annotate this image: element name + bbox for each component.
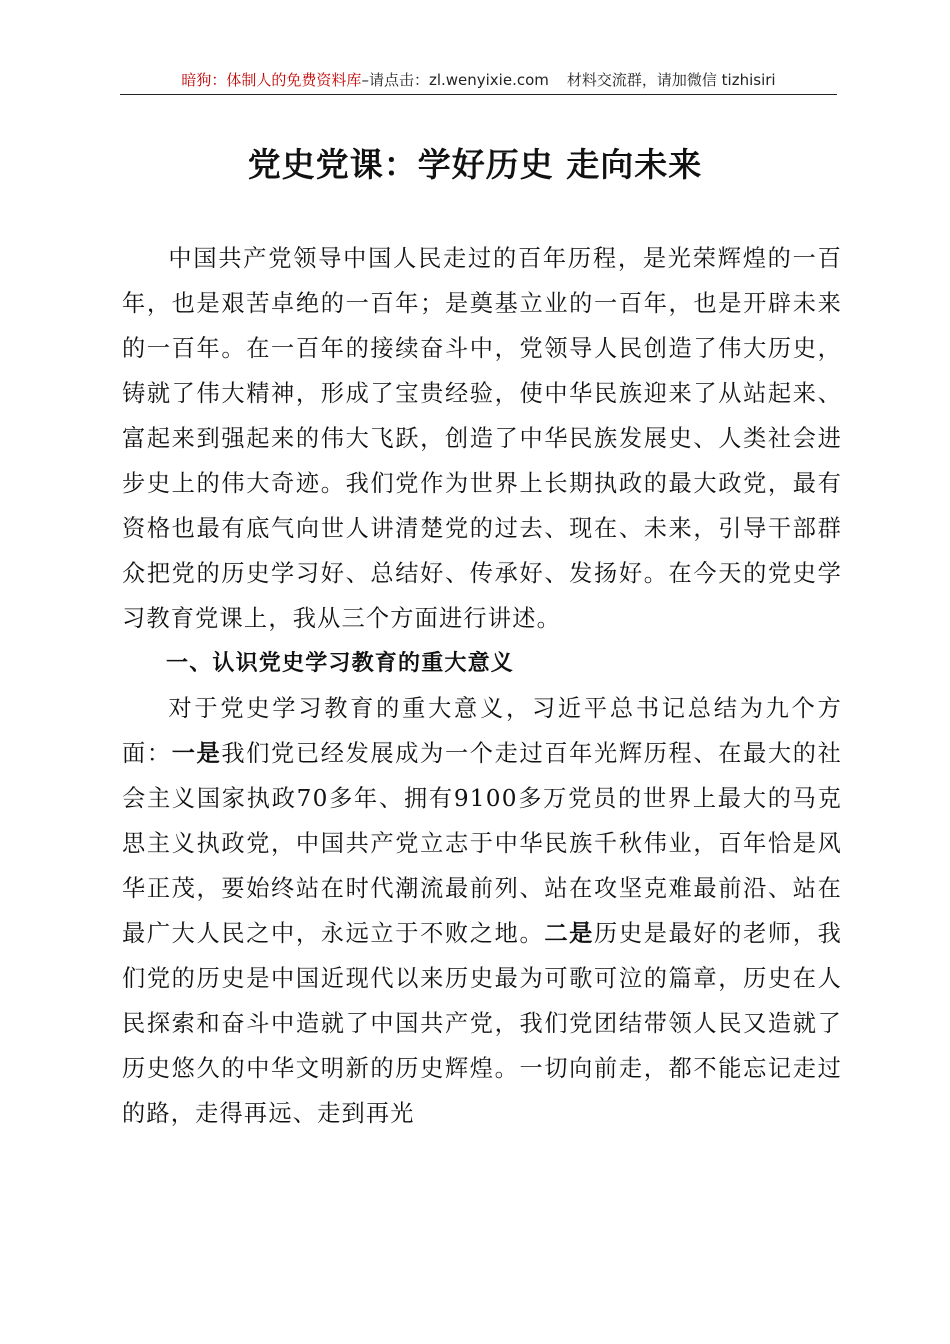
- section1-heading: 一、认识党史学习教育的重大意义: [166, 651, 515, 676]
- point2-label: 二是: [544, 920, 595, 947]
- point2-text: 历史是最好的老师，我们党的历史是中国近现代以来历史最为可歌可泣的篇章，历史在人民探索和奋斗中造就了中国共产党，我们党团结带领人民又造就了历史悠久的中华文明新的历史辉煌。一切向前走，都不能忘记走过的路，走得再远、走到再光: [122, 920, 842, 1127]
- header-click-prompt: –请点击：: [361, 71, 429, 89]
- document-title: 党史党课：学好历史 走向未来: [247, 145, 703, 184]
- header-group-note: 材料交流群，请加微信 tizhisiri: [566, 71, 776, 89]
- intro-paragraph: 中国共产党领导中国人民走过的百年历程，是光荣辉煌的一百年，也是艰苦卓绝的一百年；是奠基立业的一百年，也是开辟未来的一百年。在一百年的接续奋斗中，党领导人民创造了伟大历史，铸就了伟大精神，形成了宝贵经验，使中华民族迎来了从站起来、富起来到强起来的伟大飞跃，创造了中华民族发展史、人类社会进步史上的伟大奇迹。我们党作为世界上长期执政的最大政党，最有资格也最有底气向世人讲清楚党的过去、现在、未来，引导干部群众把党的历史学习好、总结好、传承好、发扬好。在今天的党史学习教育党课上，我从三个方面进行讲述。: [122, 245, 842, 632]
- header-url-link[interactable]: zl.wenyixie.com: [428, 71, 549, 89]
- point1-label: 一是: [171, 740, 222, 767]
- page-header: [120, 70, 837, 95]
- point1-text: 我们党已经发展成为一个走过百年光辉历程、在最大的社会主义国家执政70多年、拥有9100多万党员的世界上最大的马克思主义执政党，中国共产党立志于中华民族千秋伟业，百年恰是风华正茂，要始终站在时代潮流最前列、站在攻坚克难最前沿、站在最广大人民之中，永远立于不败之地。: [122, 740, 842, 947]
- header-site-name: 暗狗：体制人的免费资料库: [181, 71, 362, 89]
- section1-intro-text: 对于党史学习教育的重大意义，习近平总书记总结为九个方面：: [122, 695, 842, 767]
- document-body: [122, 236, 842, 1136]
- section1-paragraph: [122, 686, 842, 1136]
